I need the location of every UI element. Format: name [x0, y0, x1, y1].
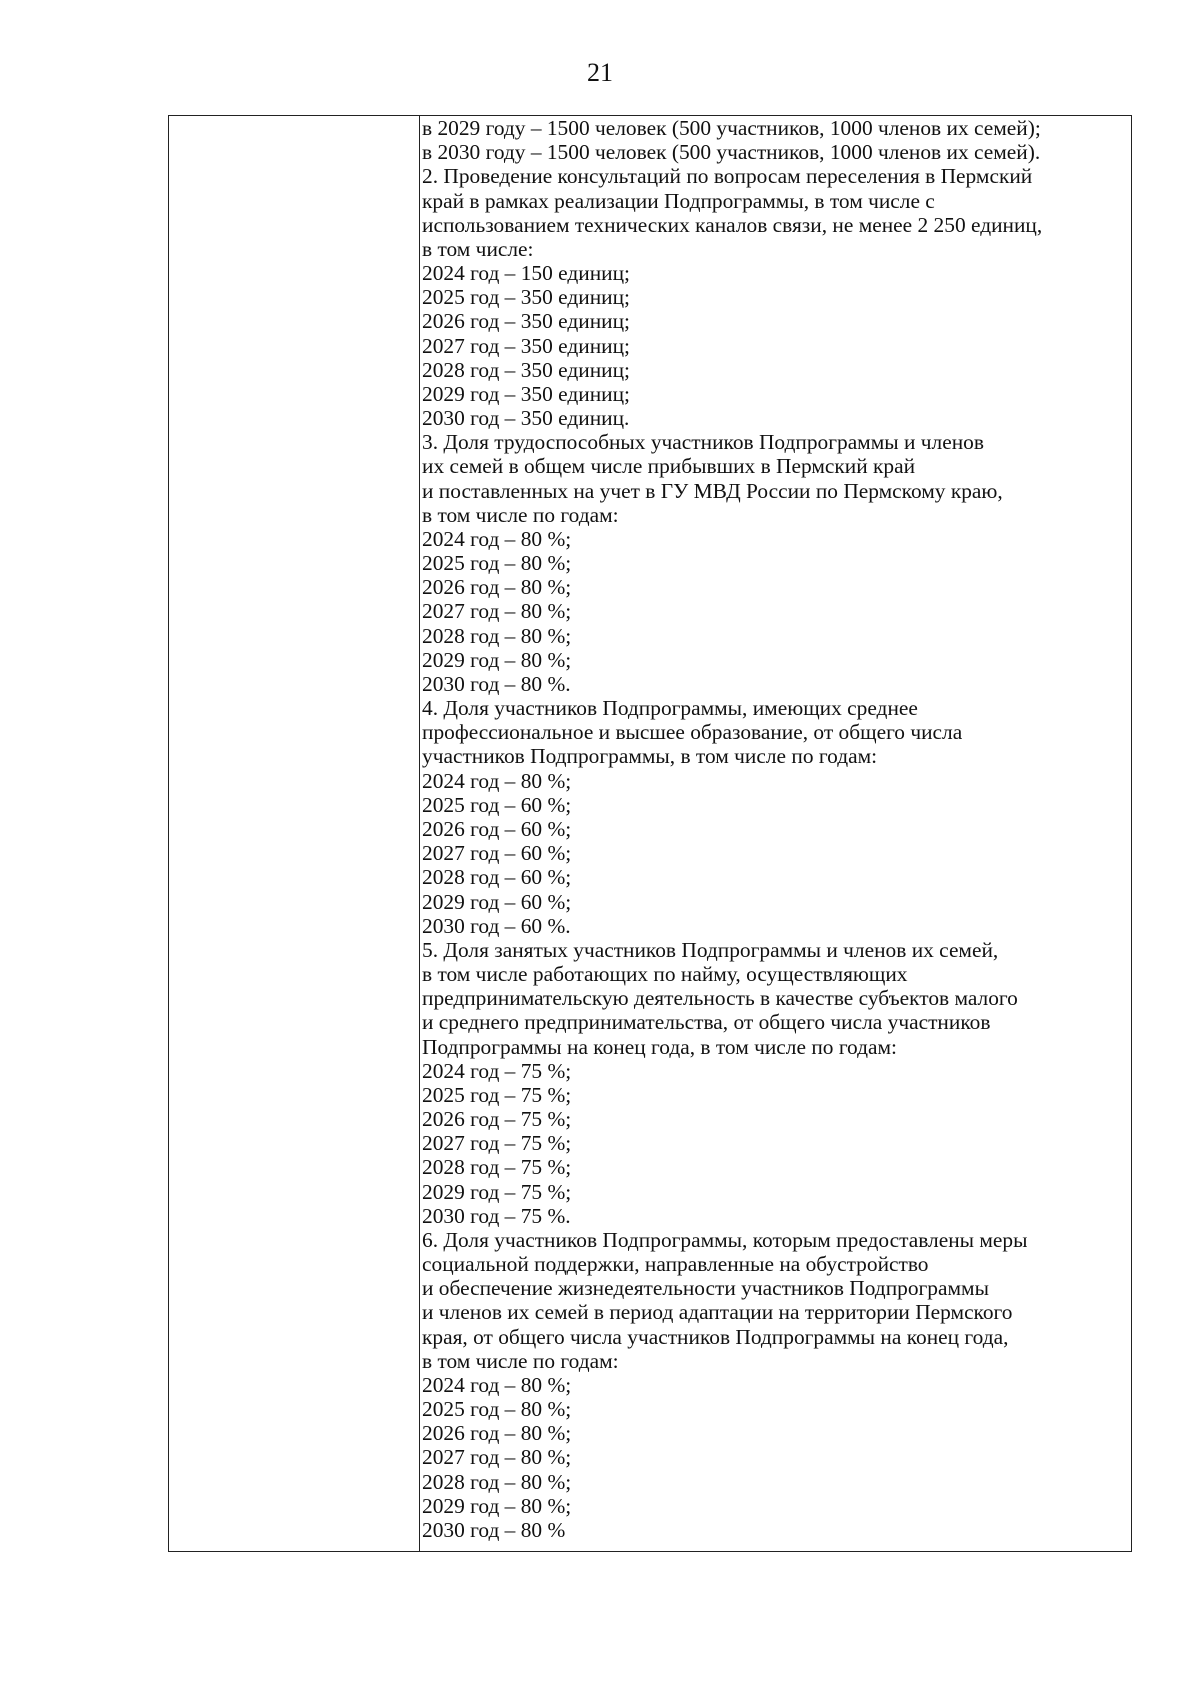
text-line: и поставленных на учет в ГУ МВД России по Пермскому краю, — [422, 478, 1003, 503]
text-line: 2028 год – 75 %; — [422, 1155, 572, 1180]
text-line: 2030 год – 75 %. — [422, 1203, 571, 1228]
text-line: в том числе работающих по найму, осуществляющих — [422, 962, 908, 987]
table-right-cell — [422, 116, 1127, 1542]
page-number: 21 — [587, 58, 613, 87]
text-line: 2025 год – 75 %; — [422, 1082, 572, 1107]
text-line: 5. Доля занятых участников Подпрограммы и членов их семей, — [422, 937, 999, 962]
text-line: 2024 год – 80 %; — [422, 1372, 572, 1397]
text-line: 3. Доля трудоспособных участников Подпрограммы и членов — [422, 430, 984, 455]
text-line: 2029 год – 75 %; — [422, 1179, 572, 1204]
text-line: 2025 год – 80 %; — [422, 551, 572, 576]
text-line: 2029 год – 60 %; — [422, 889, 572, 914]
text-line: в том числе по годам: — [422, 502, 619, 527]
text-line: 2030 год – 60 %. — [422, 913, 571, 938]
text-line: 2026 год – 80 %; — [422, 575, 572, 600]
text-line: 2028 год – 60 %; — [422, 865, 572, 890]
text-line: предпринимательскую деятельность в качестве субъектов малого — [422, 986, 1018, 1011]
text-line: 2026 год – 75 %; — [422, 1107, 572, 1132]
text-line: 2027 год – 350 единиц; — [422, 333, 630, 358]
text-line: 2024 год – 150 единиц; — [422, 261, 630, 286]
text-line: 6. Доля участников Подпрограммы, которым предоставлены меры — [422, 1227, 1028, 1252]
text-line: 2024 год – 80 %; — [422, 768, 572, 793]
text-line: и обеспечение жизнедеятельности участников Подпрограммы — [422, 1276, 989, 1301]
text-line: 2027 год – 60 %; — [422, 841, 572, 866]
text-line: 2024 год – 80 %; — [422, 526, 572, 551]
text-line: Подпрограммы на конец года, в том числе по годам: — [422, 1034, 897, 1059]
text-line: в том числе по годам: — [422, 1348, 619, 1373]
text-line: профессиональное и высшее образование, от общего числа — [422, 720, 963, 745]
text-line: 2029 год – 80 %; — [422, 1493, 572, 1518]
text-line: края, от общего числа участников Подпрограммы на конец года, — [422, 1324, 1009, 1349]
text-line: 2028 год – 350 единиц; — [422, 357, 630, 382]
text-line: и среднего предпринимательства, от общего числа участников — [422, 1010, 991, 1035]
text-line: 2029 год – 350 единиц; — [422, 381, 630, 406]
text-line: участников Подпрограммы, в том числе по годам: — [422, 744, 878, 769]
text-line: 2030 год – 80 % — [422, 1517, 566, 1542]
column-divider — [419, 116, 420, 1551]
text-line: социальной поддержки, направленные на обустройство — [422, 1252, 929, 1277]
text-line: 2026 год – 80 %; — [422, 1421, 572, 1446]
text-line: 2030 год – 350 единиц. — [422, 406, 630, 431]
text-line: 2027 год – 75 %; — [422, 1131, 572, 1156]
text-line: в 2029 году – 1500 человек (500 участников, 1000 членов их семей); — [422, 116, 1041, 140]
text-line: 2025 год – 350 единиц; — [422, 285, 630, 310]
text-line: в том числе: — [422, 236, 534, 261]
text-line: их семей в общем числе прибывших в Пермский край — [422, 454, 916, 479]
text-line: 2. Проведение консультаций по вопросам переселения в Пермский — [422, 164, 1033, 189]
text-line: 2029 год – 80 %; — [422, 647, 572, 672]
text-line: 2026 год – 350 единиц; — [422, 309, 630, 334]
text-line: 2026 год – 60 %; — [422, 816, 572, 841]
text-line: использованием технических каналов связи, не менее 2 250 единиц, — [422, 212, 1043, 237]
text-line: край в рамках реализации Подпрограммы, в том числе с — [422, 188, 935, 213]
passport-table — [168, 115, 1132, 1552]
text-line: 2030 год – 80 %. — [422, 671, 571, 696]
text-line: 2025 год – 80 %; — [422, 1397, 572, 1422]
text-line: 2027 год – 80 %; — [422, 599, 572, 624]
text-line: 2028 год – 80 %; — [422, 623, 572, 648]
text-line: 2024 год – 75 %; — [422, 1058, 572, 1083]
text-line: и членов их семей в период адаптации на территории Пермского — [422, 1300, 1013, 1325]
text-line: 2025 год – 60 %; — [422, 792, 572, 817]
text-line: 2028 год – 80 %; — [422, 1469, 572, 1494]
text-line: в 2030 году – 1500 человек (500 участников, 1000 членов их семей). — [422, 140, 1041, 165]
text-line: 2027 год – 80 %; — [422, 1445, 572, 1470]
text-line: 4. Доля участников Подпрограммы, имеющих среднее — [422, 696, 918, 721]
